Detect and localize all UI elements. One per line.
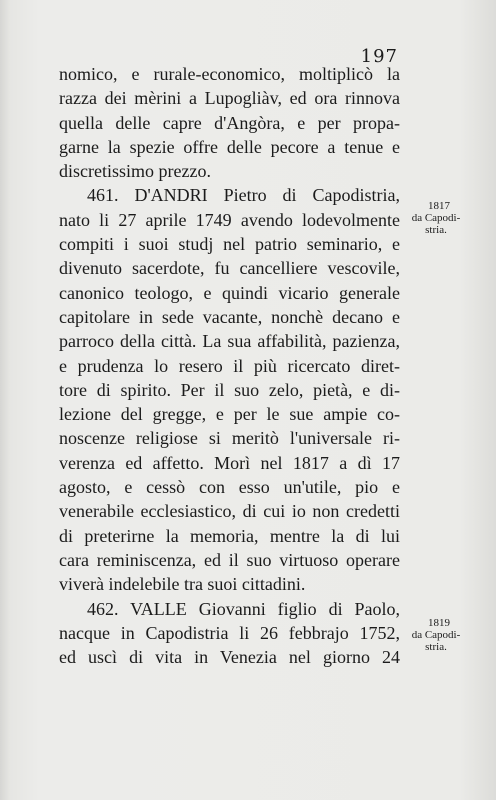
margin-note-462 (404, 617, 468, 653)
margin-note-place: da Capodi- (411, 629, 461, 641)
text-line: di preterirne la memoria, mentre la di lui (59, 525, 400, 546)
margin-note-year: 1817 (428, 200, 450, 212)
text-line: garne la spezie offre delle pecore a tenue e (59, 136, 400, 157)
text-line: tore di spirito. Per il suo zelo, pietà, e di- (59, 379, 400, 400)
text-line: verenza ed affetto. Morì nel 1817 a dì 17 (59, 452, 400, 473)
text-line: nacque in Capodistria li 26 febbrajo 1752, (59, 622, 400, 643)
margin-note-461 (404, 200, 468, 236)
margin-note-year: 1819 (428, 617, 450, 629)
entry-462-heading-line: 462. VALLE Giovanni figlio di Paolo, (87, 598, 400, 619)
entry-461-heading-line: 461. D'ANDRI Pietro di Capodistria, (87, 185, 400, 206)
text-line: parroco della città. La sua affabilità, pazienza, (59, 331, 400, 352)
body-text (59, 62, 400, 669)
text-line: agosto, e cessò con esso un'utile, pio e (59, 477, 400, 498)
text-line: nato li 27 aprile 1749 avendo lodevolmente (59, 209, 400, 230)
page-number: 197 (360, 46, 398, 67)
text-line: venerabile ecclesiastico, di cui io non credetti (59, 501, 400, 522)
text-line: canonico teologo, e quindi vicario generale (59, 282, 400, 303)
text-line: razza dei mèrini a Lupogliàv, ed ora rinnova (59, 88, 400, 109)
margin-note-place: stria. (425, 641, 447, 653)
text-line: discretissimo prezzo. (59, 161, 211, 182)
text-line: cara reminiscenza, ed il suo virtuoso operare (59, 549, 400, 570)
margin-note-place: da Capodi- (411, 212, 461, 224)
text-line: compiti i suoi studj nel patrio seminario, e (59, 234, 400, 255)
text-line: viverà indelebile tra suoi cittadini. (59, 574, 306, 595)
text-line: divenuto sacerdote, fu cancelliere vescovile, (59, 258, 400, 279)
margin-note-place: stria. (425, 224, 447, 236)
text-line: e prudenza lo resero il più ricercato diret- (59, 355, 400, 376)
text-line: capitolare in sede vacante, nonchè decano e (59, 306, 400, 327)
text-line: nomico, e rurale-economico, moltiplicò la (59, 64, 400, 84)
text-line: noscenze religiose si meritò l'universale ri- (59, 428, 400, 449)
text-line: lezione del gregge, e per le sue ampie co- (59, 404, 400, 425)
text-line: quella delle capre d'Angòra, e per propa- (59, 112, 400, 133)
text-line: ed uscì di vita in Venezia nel giorno 24 (59, 647, 400, 668)
